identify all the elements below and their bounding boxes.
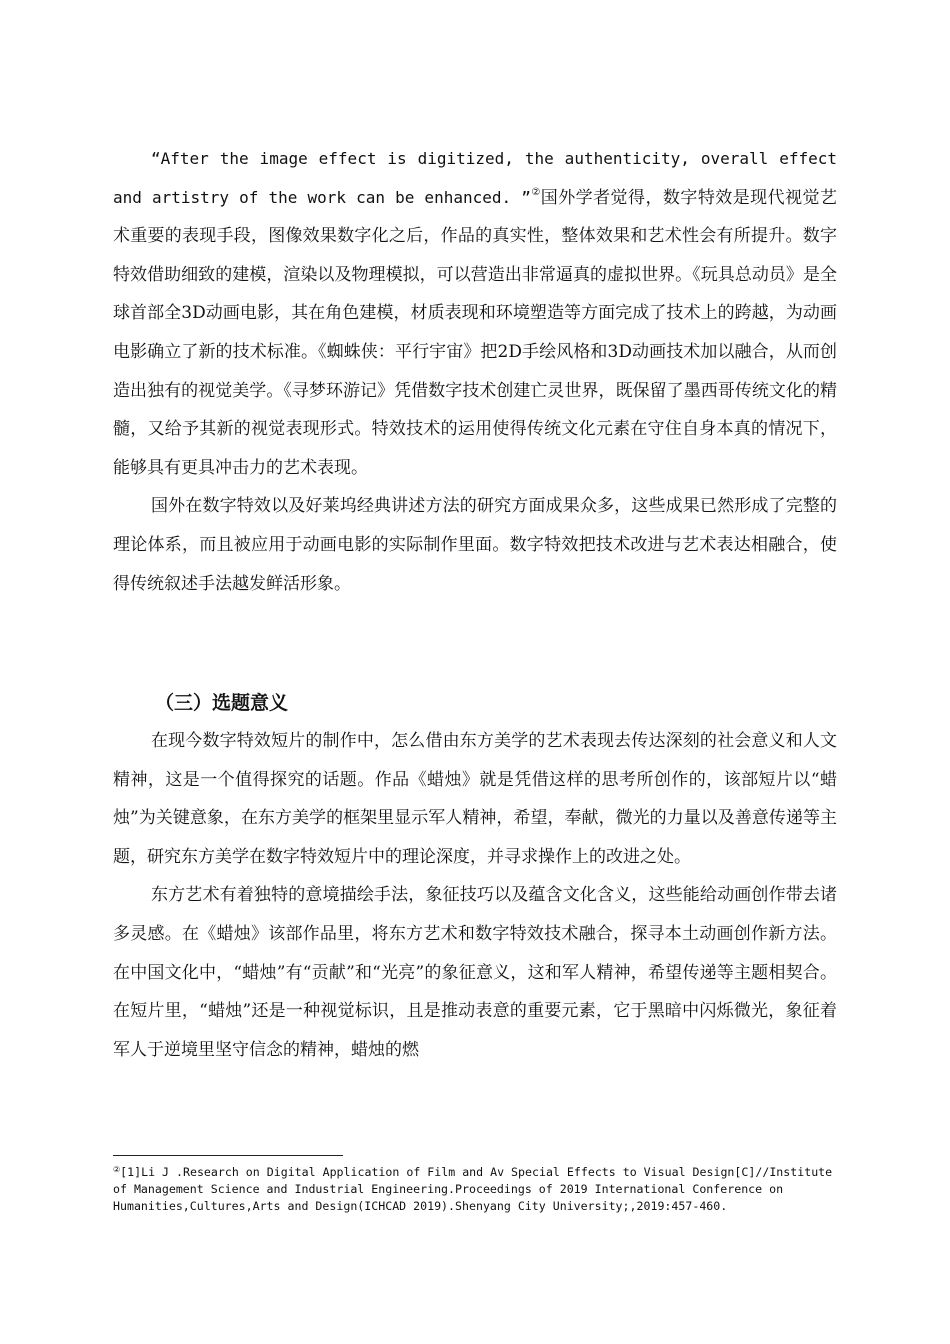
english-quote: “After the image effect is digitized, the authenticity, overall effect and artistry of the work can be enhanced. ”	[113, 149, 837, 207]
paragraph-text: 国外学者觉得，数字特效是现代视觉艺术重要的表现手段，图像效果数字化之后，作品的真实性，整体效果和艺术性会有所提升。数字特效借助细致的建模，渲染以及物理模拟，可以营造出非常逼真的虚拟世界。《玩具总动员》是全球首部全3D动画电影，其在角色建模，材质表现和环境塑造等方面完成了技术上的跨越，为动画电影确立了新的技术标准。《蜘蛛侠：平行宇宙》把2D手绘风格和3D动画技术加以融合，从而创造出独有的视觉美学。《寻梦环游记》凭借数字技术创建亡灵世界，既保留了墨西哥传统文化的精髓，又给予其新的视觉表现形式。特效技术的运用使得传统文化元素在守住自身本真的情况下，能够具有更具冲击力的艺术表现。	[113, 187, 838, 478]
footnote	[113, 1164, 837, 1216]
topic-significance-section	[113, 722, 837, 1069]
footnote-marker: ②	[113, 1165, 121, 1174]
section-heading-topic-significance: （三）选题意义	[155, 692, 289, 714]
paragraph-eastern-art: 东方艺术有着独特的意境描绘手法，象征技巧以及蕴含文化含义，这些能给动画创作带去诸多灵感。在《蜡烛》该部作品里，将东方艺术和数字特效技术融合，探寻本土动画创作新方法。在中国文化中，“蜡烛”有“贡献”和“光亮”的象征意义，这和军人精神，希望传递等主题相契合。在短片里，“蜡烛”还是一种视觉标识，且是推动表意的重要元素，它于黑暗中闪烁微光，象征着军人于逆境里坚守信念的精神，蜡烛的燃	[113, 885, 837, 1060]
paragraph-digital-effects-foreign	[113, 140, 837, 487]
paragraph-candle-work: 在现今数字特效短片的制作中，怎么借由东方美学的艺术表现去传达深刻的社会意义和人文精神，这是一个值得探究的话题。作品《蜡烛》就是凭借这样的思考所创作的，该部短片以“蜡烛”为关键意象，在东方美学的框架里显示军人精神，希望，奉献，微光的力量以及善意传递等主题，研究东方美学在数字特效短片中的理论深度，并寻求操作上的改进之处。	[113, 731, 837, 867]
footnote-text: [1]Li J .Research on Digital Application of Film and Av Special Effects to Visual Design[C]//Institute of Management Science and Industrial Engineering.Proceedings of 2019 International Conference on Humanities,Cultures,Arts and Design(ICHCAD 2019).Shenyang City University;,2019:457-460.	[113, 1165, 833, 1214]
paragraph-foreign-summary: 国外在数字特效以及好莱坞经典讲述方法的研究方面成果众多，这些成果已然形成了完整的理论体系，而且被应用于动画电影的实际制作里面。数字特效把技术改进与艺术表达相融合，使得传统叙述手法越发鲜活形象。	[113, 496, 837, 594]
footnote-divider	[113, 1155, 343, 1156]
foreign-research-section	[113, 140, 837, 603]
footnote-reference[interactable]: ②	[530, 186, 541, 198]
